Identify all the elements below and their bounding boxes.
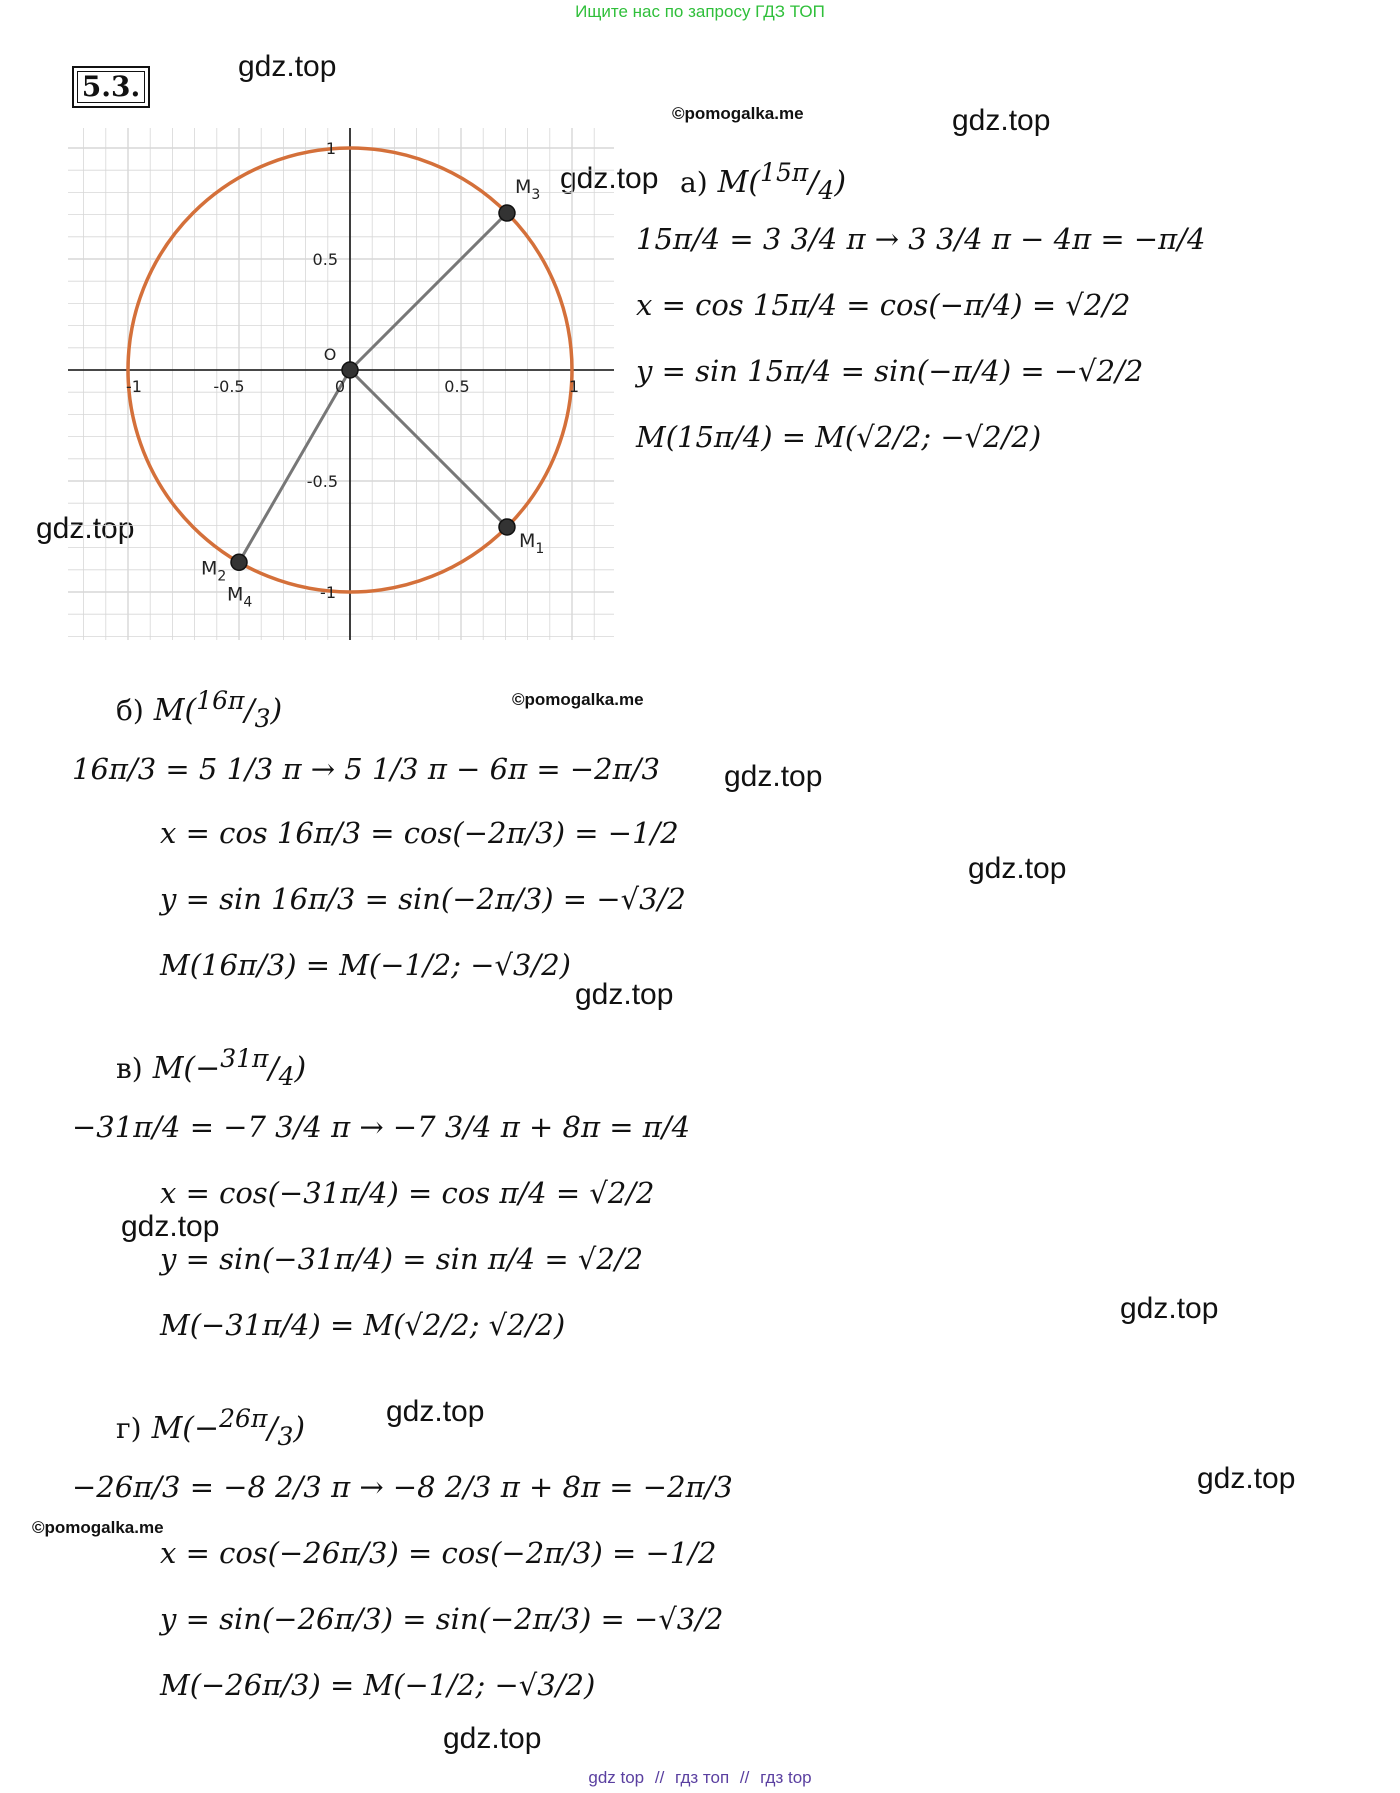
part-a-line2: x = cos 15π/4 = cos(−π/4) = √2/2 bbox=[636, 288, 1131, 322]
watermark-gdz: gdz.top bbox=[1197, 1462, 1296, 1495]
point-label-m3: $M_3$ bbox=[514, 176, 541, 204]
point-label-m4: $M_4$ bbox=[227, 583, 253, 611]
bottom-separator: // bbox=[654, 1768, 665, 1787]
tick-label: 1 bbox=[325, 139, 336, 158]
part-v-line4: M(−31π/4) = M(√2/2; √2/2) bbox=[160, 1308, 566, 1342]
part-v-label: в) bbox=[116, 1052, 143, 1085]
part-a-header: а) $M(^{15\pi}/_4)$ bbox=[680, 158, 847, 205]
watermark-pomogalka: ©pomogalka.me bbox=[512, 690, 644, 709]
bottom-separator: // bbox=[739, 1768, 750, 1787]
part-a-line1: 15π/4 = 3 3/4 π → 3 3/4 π − 4π = −π/4 bbox=[636, 222, 1206, 256]
point-marker bbox=[231, 554, 247, 570]
part-b-line4: M(16π/3) = M(−1/2; −√3/2) bbox=[160, 948, 571, 982]
watermark-pomogalka: ©pomogalka.me bbox=[32, 1518, 164, 1537]
part-b-label: б) bbox=[116, 694, 144, 727]
watermark-gdz: gdz.top bbox=[443, 1722, 542, 1755]
part-g-line4: M(−26π/3) = M(−1/2; −√3/2) bbox=[160, 1668, 596, 1702]
tick-label: -1 bbox=[320, 583, 336, 602]
part-v-header: в) $M(-^{31\pi}/_4)$ bbox=[116, 1044, 307, 1091]
watermark-gdz: gdz.top bbox=[386, 1395, 485, 1428]
watermark-gdz: gdz.top bbox=[121, 1210, 220, 1243]
watermark-gdz: gdz.top bbox=[952, 104, 1051, 137]
tick-label: -1 bbox=[126, 377, 142, 396]
tick-label: 1 bbox=[568, 377, 580, 396]
part-v-line1: −31π/4 = −7 3/4 π → −7 3/4 π + 8π = π/4 bbox=[72, 1110, 691, 1144]
watermark-gdz: gdz.top bbox=[968, 852, 1067, 885]
part-g-header: г) $M(-^{26\pi}/_3)$ bbox=[116, 1404, 306, 1451]
point-label-m2: $M_2$ bbox=[201, 557, 227, 585]
point-marker bbox=[499, 519, 515, 535]
part-g-line3: y = sin(−26π/3) = sin(−2π/3) = −√3/2 bbox=[160, 1602, 724, 1636]
tick-label: -0.5 bbox=[213, 377, 245, 396]
watermark-gdz: gdz.top bbox=[724, 760, 823, 793]
part-b-line1: 16π/3 = 5 1/3 π → 5 1/3 π − 6π = −2π/3 bbox=[72, 752, 660, 786]
part-a-line3: y = sin 15π/4 = sin(−π/4) = −√2/2 bbox=[636, 354, 1144, 388]
part-v-line2: x = cos(−31π/4) = cos π/4 = √2/2 bbox=[160, 1176, 655, 1210]
bottom-banner bbox=[0, 1768, 1400, 1788]
unit-circle-graph bbox=[68, 128, 614, 640]
part-b-header: б) $M(^{16\pi}/_3)$ bbox=[116, 686, 283, 733]
watermark-gdz: gdz.top bbox=[1120, 1292, 1219, 1325]
origin-label: O bbox=[323, 345, 337, 364]
bottom-link-gdz-top[interactable]: gdz top bbox=[588, 1768, 645, 1787]
tick-label: 0.5 bbox=[444, 377, 470, 396]
part-g-label: г) bbox=[116, 1412, 142, 1445]
watermark-gdz: gdz.top bbox=[238, 50, 337, 83]
top-banner: Ищите нас по запросу ГДЗ ТОП bbox=[575, 2, 825, 21]
watermark-gdz: gdz.top bbox=[560, 162, 659, 195]
watermark-gdz: gdz.top bbox=[36, 512, 135, 545]
part-b-line2: x = cos 16π/3 = cos(−2π/3) = −1/2 bbox=[160, 816, 679, 850]
graph-points bbox=[231, 205, 515, 570]
radius-line bbox=[239, 370, 350, 562]
point-label-m1: $M_1$ bbox=[518, 529, 545, 557]
part-b-line3: y = sin 16π/3 = sin(−2π/3) = −√3/2 bbox=[160, 882, 686, 916]
bottom-link-gdz-top-ru[interactable]: гдз топ bbox=[675, 1768, 730, 1787]
bottom-link-gdz-top-mixed[interactable]: гдз top bbox=[760, 1768, 812, 1787]
watermark-gdz: gdz.top bbox=[575, 978, 674, 1011]
problem-number: 5.3. bbox=[72, 66, 150, 108]
tick-label: -0.5 bbox=[306, 472, 338, 491]
part-a-label: а) bbox=[680, 166, 708, 199]
tick-label: 0 bbox=[334, 377, 346, 396]
part-v-line3: y = sin(−31π/4) = sin π/4 = √2/2 bbox=[160, 1242, 644, 1276]
origin-marker bbox=[342, 362, 358, 378]
part-a-line4: M(15π/4) = M(√2/2; −√2/2) bbox=[636, 420, 1042, 454]
tick-label: 0.5 bbox=[312, 250, 338, 269]
part-g-line2: x = cos(−26π/3) = cos(−2π/3) = −1/2 bbox=[160, 1536, 717, 1570]
watermark-pomogalka: ©pomogalka.me bbox=[672, 104, 804, 123]
point-marker bbox=[499, 205, 515, 221]
part-g-line1: −26π/3 = −8 2/3 π → −8 2/3 π + 8π = −2π/3 bbox=[72, 1470, 733, 1504]
